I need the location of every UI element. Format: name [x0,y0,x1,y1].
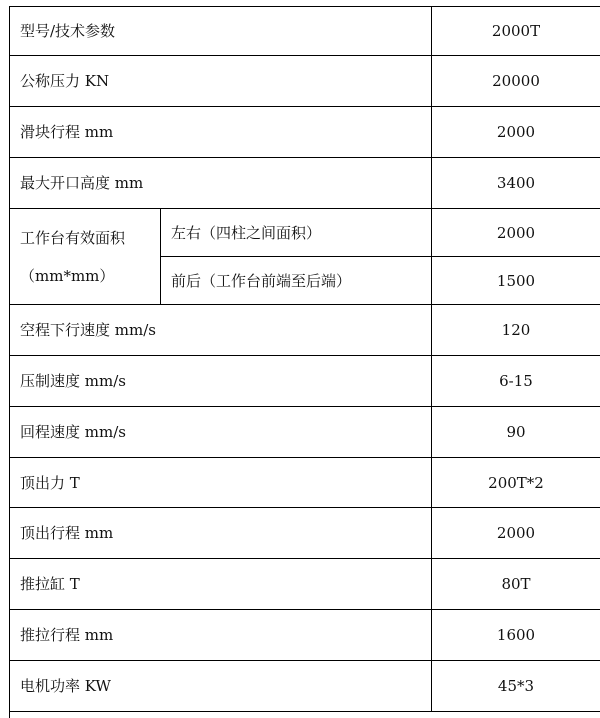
row-label-ejector-force: 顶出力 T [10,458,432,508]
spec-table [9,6,600,712]
row-label-return-speed: 回程速度 mm/s [10,407,432,458]
table-row [10,661,600,712]
row-value-front-back: 1500 [432,257,600,305]
table-area-unit: （mm*mm） [20,266,115,285]
table-row [10,209,600,257]
row-label-nominal-force: 公称压力 KN [10,56,432,107]
row-label-front-back: 前后（工作台前端至后端） [161,257,432,305]
table-row [10,407,600,458]
row-label-ejector-stroke: 顶出行程 mm [10,508,432,559]
row-label-slide-stroke: 滑块行程 mm [10,107,432,158]
row-label-idle-down-speed: 空程下行速度 mm/s [10,305,432,356]
row-label-motor-power: 电机功率 KW [10,661,432,712]
table-row [10,610,600,661]
table-row [10,559,600,610]
row-value-nominal-force: 20000 [432,56,600,107]
row-label-press-speed: 压制速度 mm/s [10,356,432,407]
table-area-title: 工作台有效面积 [20,228,126,247]
row-label-left-right: 左右（四柱之间面积） [161,209,432,257]
row-value-ejector-stroke: 2000 [432,508,600,559]
table-row [10,158,600,209]
row-label-max-opening: 最大开口高度 mm [10,158,432,209]
row-value-press-speed: 6-15 [432,356,600,407]
table-row [10,508,600,559]
table-row [10,7,600,56]
row-value-push-pull-cylinder: 80T [432,559,600,610]
row-value-idle-down-speed: 120 [432,305,600,356]
table-continuation [9,711,600,718]
table-row [10,107,600,158]
row-value-left-right: 2000 [432,209,600,257]
table-row [10,356,600,407]
row-value-max-opening: 3400 [432,158,600,209]
table-row [10,305,600,356]
row-value-slide-stroke: 2000 [432,107,600,158]
row-label-push-pull-cylinder: 推拉缸 T [10,559,432,610]
row-label-table-area [10,209,161,305]
row-label-model: 型号/技术参数 [10,7,432,56]
row-value-ejector-force: 200T*2 [432,458,600,508]
row-value-push-pull-stroke: 1600 [432,610,600,661]
row-value-return-speed: 90 [432,407,600,458]
row-value-model: 2000T [432,7,600,56]
table-row [10,458,600,508]
row-value-motor-power: 45*3 [432,661,600,712]
table-row [10,56,600,107]
row-label-push-pull-stroke: 推拉行程 mm [10,610,432,661]
